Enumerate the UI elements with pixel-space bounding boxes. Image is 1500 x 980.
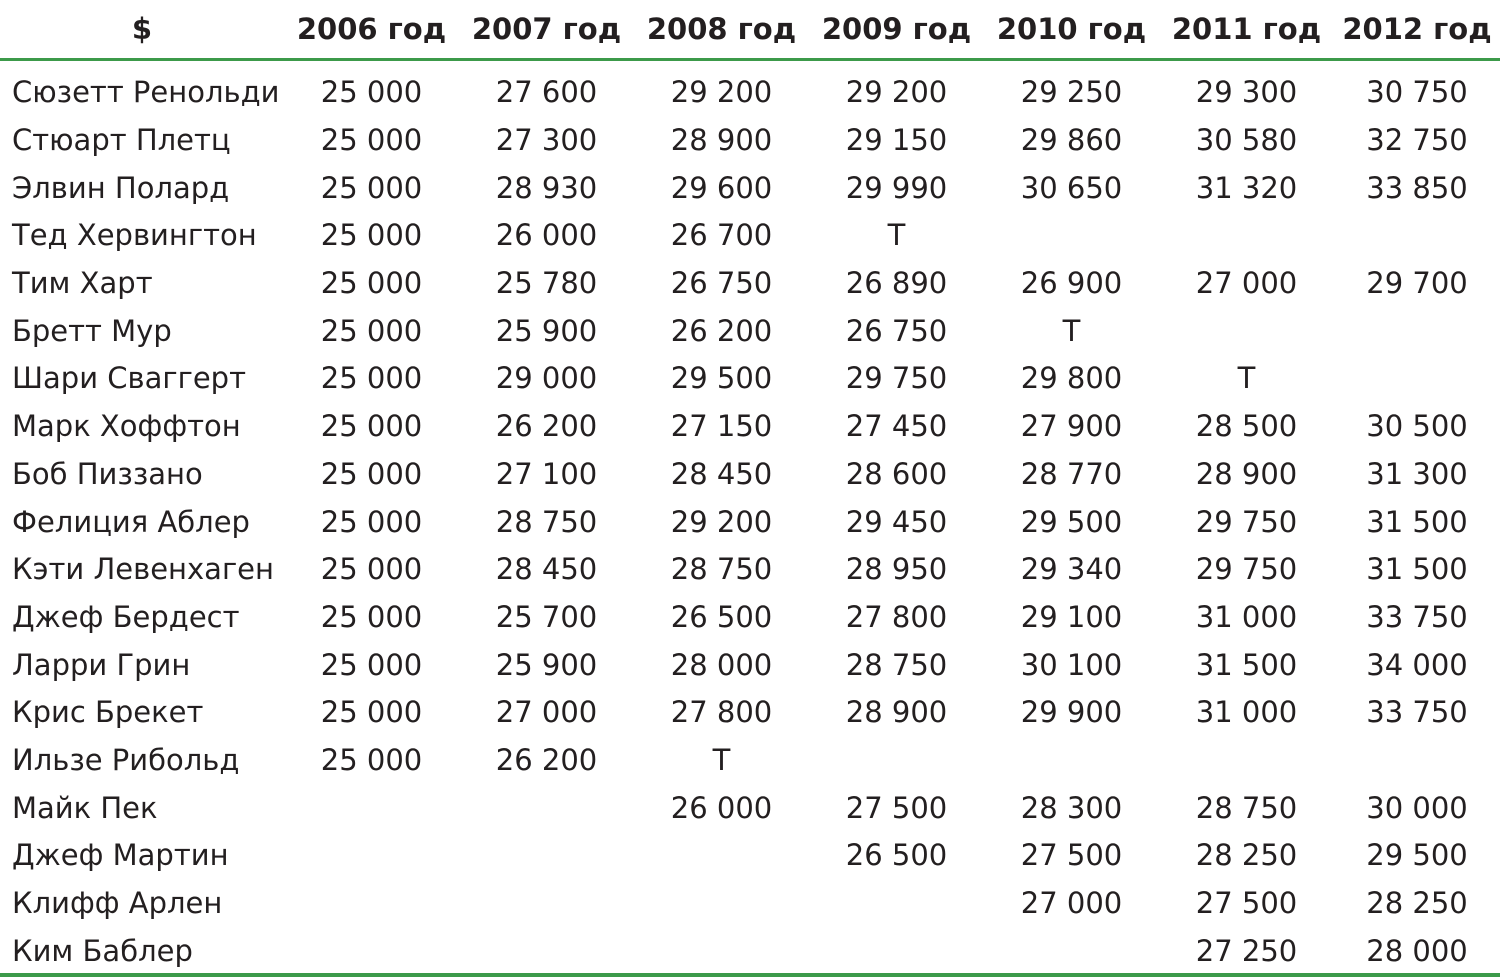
salary-cell: 27 150 [670,409,773,444]
table-row [0,641,1500,689]
salary-cell: 28 450 [670,456,773,491]
salary-cell: 26 500 [845,838,948,873]
salary-cell: 28 300 [1020,790,1123,825]
salary-cell [284,832,459,880]
salary-cell: 31 000 [1195,695,1298,730]
salary-cell: 27 800 [670,695,773,730]
table-row [0,737,1500,785]
salary-cell: 33 850 [1366,170,1468,205]
table-row [0,832,1500,880]
salary-cell [459,832,634,880]
salary-cell: 29 200 [670,504,773,539]
header-year: 2011 год [1159,0,1334,60]
salary-cell: 31 000 [1195,599,1298,634]
salary-cell [459,880,634,928]
table-row [0,784,1500,832]
header-year: 2012 год [1334,0,1500,60]
employee-name-cell: Бретт Мур [12,313,172,348]
salary-cell: 25 900 [495,313,598,348]
salary-cell: 28 750 [495,504,598,539]
salary-cell: 26 890 [845,266,948,301]
table-row [0,355,1500,403]
salary-cell: 26 000 [495,218,598,253]
salary-cell: 26 200 [670,313,773,348]
table-row [0,880,1500,928]
salary-cell [1334,737,1500,785]
salary-cell: Т [1062,313,1081,348]
salary-cell: 26 750 [670,266,773,301]
salary-cell: 26 200 [495,742,598,777]
salary-cell [459,784,634,832]
salary-cell: 29 800 [1020,361,1123,396]
salary-cell: 27 800 [845,599,948,634]
employee-name-cell: Ларри Грин [12,647,191,682]
salary-cell: 28 900 [1195,456,1298,491]
salary-cell [984,212,1159,260]
employee-name-cell: Боб Пиззано [12,456,203,491]
salary-cell: 28 900 [670,123,773,158]
header-row [0,0,1500,60]
salary-cell: 29 200 [670,75,773,110]
salary-cell: 33 750 [1366,599,1468,634]
salary-cell: 29 340 [1020,552,1123,587]
salary-cell [1334,307,1500,355]
salary-cell: 31 500 [1366,504,1468,539]
salary-cell: 28 000 [670,647,773,682]
header-year: 2007 год [459,0,634,60]
employee-name-cell: Сюзетт Ренольди [12,75,280,110]
table-row [0,594,1500,642]
table-row [0,60,1500,117]
table-row [0,403,1500,451]
salary-cell: 29 500 [1366,838,1468,873]
salary-cell: 27 000 [1020,886,1123,921]
salary-cell: 28 750 [845,647,948,682]
salary-cell: 28 600 [845,456,948,491]
salary-cell: 27 500 [1195,886,1298,921]
employee-name-cell: Клифф Арлен [12,886,223,921]
salary-cell: 34 000 [1366,647,1468,682]
salary-cell: 29 450 [845,504,948,539]
employee-name-cell: Ким Баблер [12,933,193,968]
salary-cell: 27 450 [845,409,948,444]
salary-cell: 30 650 [1020,170,1123,205]
employee-name-cell: Джеф Бердест [12,599,240,634]
salary-cell: 27 900 [1020,409,1123,444]
salary-cell: 27 500 [845,790,948,825]
employee-name-cell: Ильзе Рибольд [12,742,240,777]
salary-cell: 25 900 [495,647,598,682]
employee-name-cell: Крис Брекет [12,695,204,730]
table-row [0,260,1500,308]
table-row [0,689,1500,737]
salary-cell: 27 000 [495,695,598,730]
salary-cell: 32 750 [1366,123,1468,158]
salary-cell: 28 750 [670,552,773,587]
salary-cell: 25 700 [495,599,598,634]
salary-cell [1334,355,1500,403]
salary-cell: 30 500 [1366,409,1468,444]
employee-name-cell: Тед Хервингтон [12,218,257,253]
salary-cell: 25 000 [320,647,423,682]
salary-cell: 25 000 [320,75,423,110]
salary-cell [1159,212,1334,260]
salary-cell: 29 750 [845,361,948,396]
salary-cell: 29 750 [1195,504,1298,539]
salary-cell: 27 100 [495,456,598,491]
salary-cell [984,737,1159,785]
employee-name-cell: Шари Сваггерт [12,361,246,396]
employee-name-cell: Кэти Левенхаген [12,552,274,587]
salary-cell: 29 150 [845,123,948,158]
salary-cell: 25 000 [320,695,423,730]
salary-cell: 29 200 [845,75,948,110]
table-row [0,117,1500,165]
salary-cell: 31 320 [1195,170,1298,205]
salary-cell: 27 250 [1195,933,1298,968]
employee-name-cell: Стюарт Плетц [12,123,231,158]
salary-cell: 28 930 [495,170,598,205]
salary-cell: 30 580 [1195,123,1298,158]
salary-cell [984,927,1159,975]
salary-cell: Т [1237,361,1256,396]
header-year: 2006 год [284,0,459,60]
employee-name-cell: Марк Хоффтон [12,409,241,444]
salary-cell: 25 000 [320,123,423,158]
salary-cell: 31 500 [1195,647,1298,682]
salary-cell [284,880,459,928]
salary-cell: 28 500 [1195,409,1298,444]
salary-cell: 25 000 [320,218,423,253]
salary-cell: 25 000 [320,456,423,491]
table-row [0,212,1500,260]
salary-cell: 29 500 [1020,504,1123,539]
salary-cell: 29 300 [1195,75,1298,110]
bottom-rule [0,973,1500,977]
employee-name-cell: Майк Пек [12,790,158,825]
salary-cell: 28 250 [1366,886,1468,921]
salary-cell [634,880,809,928]
salary-cell [1334,212,1500,260]
salary-cell [459,927,634,975]
salary-cell: 28 450 [495,552,598,587]
salary-cell [284,927,459,975]
salary-cell: 27 500 [1020,838,1123,873]
salary-cell: 28 770 [1020,456,1123,491]
salary-cell: 27 300 [495,123,598,158]
salary-cell: 26 000 [670,790,773,825]
salary-cell: 25 000 [320,361,423,396]
salary-cell: 25 000 [320,266,423,301]
salary-cell: 27 600 [495,75,598,110]
salary-cell: 31 500 [1366,552,1468,587]
table-row [0,546,1500,594]
salary-cell: 28 900 [845,695,948,730]
salary-cell: 25 000 [320,504,423,539]
salary-cell: 29 100 [1020,599,1123,634]
salary-cell: 30 000 [1366,790,1468,825]
salary-cell: 25 780 [495,266,598,301]
salary-cell: 29 600 [670,170,773,205]
salary-cell: 25 000 [320,552,423,587]
salary-cell [809,927,984,975]
salary-cell [634,927,809,975]
salary-cell: 25 000 [320,313,423,348]
salary-cell: 29 500 [670,361,773,396]
salary-cell: 30 750 [1366,75,1468,110]
salary-cell: 29 860 [1020,123,1123,158]
salary-cell: 27 000 [1195,266,1298,301]
salary-cell: 28 950 [845,552,948,587]
table-row [0,307,1500,355]
salary-cell: 31 300 [1366,456,1468,491]
salary-cell: 33 750 [1366,695,1468,730]
salary-cell: 25 000 [320,599,423,634]
salary-cell: 29 750 [1195,552,1298,587]
salary-cell: 29 700 [1366,266,1468,301]
salary-cell: 29 900 [1020,695,1123,730]
salary-cell [634,832,809,880]
table-row [0,927,1500,975]
salary-cell: 26 700 [670,218,773,253]
header-year: 2010 год [984,0,1159,60]
salary-cell: Т [887,218,906,253]
salary-cell: 29 000 [495,361,598,396]
salary-cell: 26 200 [495,409,598,444]
salary-cell: 28 250 [1195,838,1298,873]
salary-cell: 30 100 [1020,647,1123,682]
salary-cell: 25 000 [320,409,423,444]
table-row [0,451,1500,499]
salary-cell [284,784,459,832]
employee-name-cell: Джеф Мартин [12,838,229,873]
table-header [0,0,1500,60]
employee-name-cell: Элвин Полард [12,170,230,205]
table-row [0,498,1500,546]
table-row [0,164,1500,212]
employee-name-cell: Тим Харт [12,266,153,301]
salary-cell: 25 000 [320,742,423,777]
employee-name-cell: Фелиция Аблер [12,504,250,539]
salary-cell: 28 750 [1195,790,1298,825]
salary-cell: 26 900 [1020,266,1123,301]
salary-cell: 25 000 [320,170,423,205]
salary-cell: Т [712,742,731,777]
header-currency: $ [0,0,284,60]
salary-cell: 29 250 [1020,75,1123,110]
salary-cell [809,880,984,928]
salary-cell: 26 750 [845,313,948,348]
salary-cell: 29 990 [845,170,948,205]
salary-cell: 26 500 [670,599,773,634]
table-body [0,60,1500,976]
header-year: 2008 год [634,0,809,60]
salary-cell [1159,307,1334,355]
salary-cell: 28 000 [1366,933,1468,968]
salary-cell [809,737,984,785]
header-year: 2009 год [809,0,984,60]
salary-cell [1159,737,1334,785]
